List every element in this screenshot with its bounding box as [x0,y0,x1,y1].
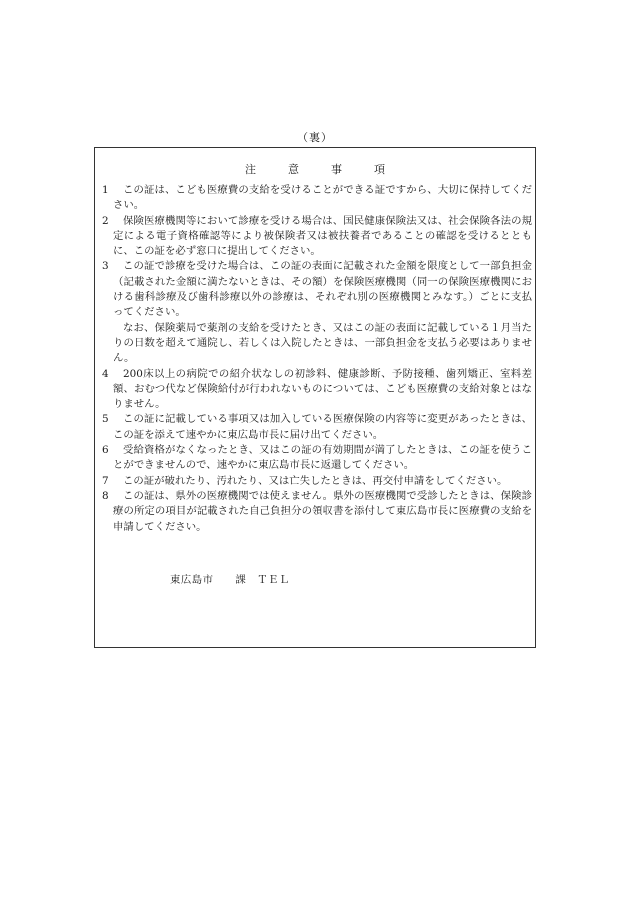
item-text: 保険医療機関等において診療を受ける場合は、国民健康保険法又は、社会保険各法の規定による電子資格確認等により被保険者又は被扶養者であることの確認を受けるとともに、この証を必ず窓口に提出してください。 [113,214,532,258]
item-number: 6 [102,444,109,457]
item-number: 5 [102,413,109,426]
notice-list [102,183,532,535]
item-number: 7 [102,474,109,487]
notice-item-6 [102,443,532,474]
contact-line: 東広島市 課 ＴＥＬ [170,574,290,586]
notice-item-8 [102,489,532,535]
item-text: この証は、こども医療費の支給を受けることができる証ですから、大切に保持してください。 [113,184,532,212]
item-number: 4 [102,367,109,380]
item-text: この証で診療を受けた場合は、この証の表面に記載された金額を限度として一部負担金（記載された金額に満たないときは、その額）を保険医療機関（同一の保険医療機関における歯科診療及び歯科診療以外の診療は、それぞれ別の医療機関とみなす。）ごとに支払ってください。 [113,260,532,319]
item-number: 8 [102,489,109,502]
notice-item-5 [102,412,532,443]
item-number: 1 [102,184,109,196]
notice-item-7 [102,474,532,489]
item-text: この証が破れたり、汚れたり、又は亡失したときは、再交付申請をしてください。 [123,474,508,487]
notice-item-1 [102,183,532,214]
page-side-label: （裏） [297,131,333,144]
item-text: 200床以上の病院での紹介状なしの初診料、健康診断、予防接種、歯列矯正、室料差額、おむつ代など保険給付が行われないものについては、こども医療費の支給対象とはなりません。 [113,367,532,411]
notice-item-2 [102,214,532,260]
notice-item-3 [102,259,532,366]
item-text: この証に記載している事項又は加入している医療保険の内容等に変更があったときは、この証を添えて速やかに東広島市長に届け出てください。 [113,413,532,441]
item-number: 2 [102,214,109,227]
notice-item-4 [102,367,532,413]
item-additional-paragraph: なお、保険薬局で薬剤の支給を受けたとき、又はこの証の表面に記載している１月当たりの日数を超えて通院し、若しくは入院したときは、一部負担金を支払う必要はありません。 [113,321,532,365]
item-text: 受給資格がなくなったとき、又はこの証の有効期間が満了したときは、この証を使うことができませんので、速やかに東広島市長に返還してください。 [113,444,532,472]
notice-title: 注意事項 [245,163,417,176]
item-number: 3 [102,260,109,273]
item-text: この証は、県外の医療機関では使えません。県外の医療機関で受診したときは、保険診療の所定の項目が記載された自己負担分の領収書を添付して東広島市長に医療費の支給を申請してください。 [113,489,532,533]
notice-box [94,147,536,648]
